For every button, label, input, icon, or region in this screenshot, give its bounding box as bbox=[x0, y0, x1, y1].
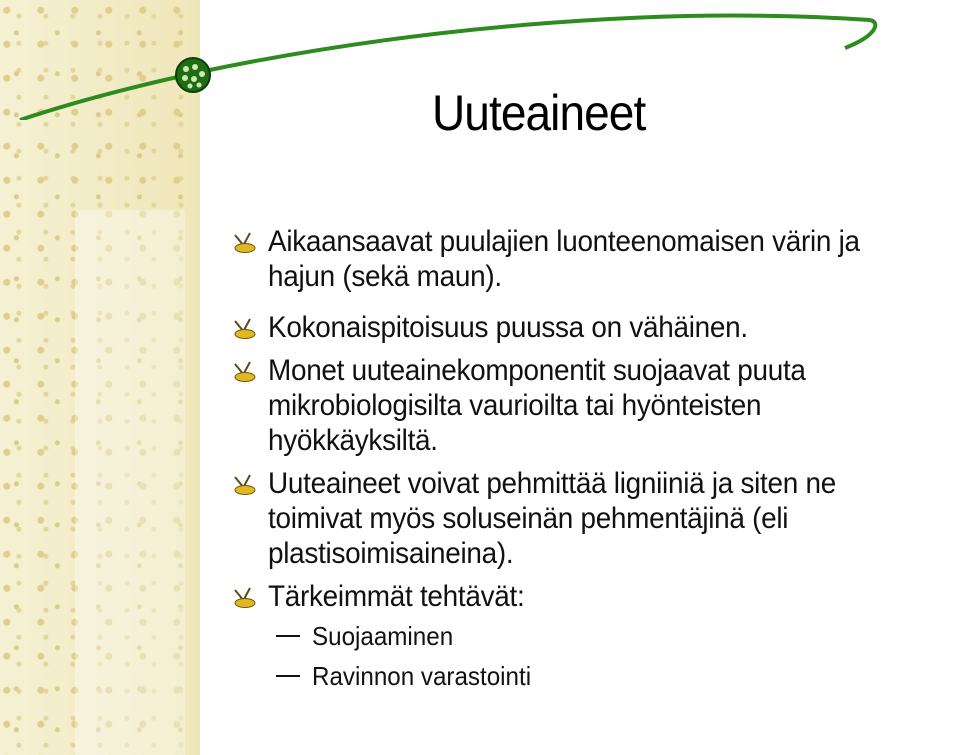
leaf-bullet-icon bbox=[232, 317, 258, 339]
bullet-line: Tärkeimmät tehtävät: bbox=[268, 580, 525, 613]
slide-title: Uuteaineet bbox=[432, 85, 646, 141]
sidebar-highlight bbox=[75, 210, 185, 755]
leaf-bullet-icon bbox=[232, 473, 258, 495]
sub-item-label: Ravinnon varastointi bbox=[312, 661, 532, 691]
bullet-line: mikrobiologisilta vaurioilta tai hyönteisten bbox=[268, 389, 762, 422]
dash-bullet bbox=[276, 675, 300, 677]
bullet-item bbox=[232, 579, 957, 614]
bullet-line: Aikaansaavat puulajien luonteenomaisen värin ja bbox=[268, 225, 860, 258]
dash-bullet bbox=[276, 635, 300, 637]
sub-item bbox=[232, 658, 957, 694]
bullet-line: toimivat myös soluseinän pehmentäjinä (eli bbox=[268, 502, 789, 535]
green-knob-icon bbox=[176, 58, 210, 92]
bullet-line: hyökkäyksiltä. bbox=[268, 424, 438, 457]
bullet-list bbox=[232, 224, 957, 694]
leaf-bullet-icon bbox=[232, 586, 258, 608]
bullet-item bbox=[232, 310, 957, 345]
leaf-bullet-icon bbox=[232, 231, 258, 253]
bullet-item bbox=[232, 224, 957, 294]
bullet-line: Uuteaineet voivat pehmittää ligniiniä ja siten ne bbox=[268, 467, 836, 500]
bullet-item bbox=[232, 466, 957, 571]
bullet-line: hajun (sekä maun). bbox=[268, 260, 502, 293]
bullet-line: Kokonaispitoisuus puussa on vähäinen. bbox=[268, 311, 748, 344]
leaf-bullet-icon bbox=[232, 360, 258, 382]
sub-item-label: Suojaaminen bbox=[312, 621, 454, 651]
sub-item bbox=[232, 618, 957, 654]
bullet-item bbox=[232, 353, 957, 458]
bullet-line: Monet uuteainekomponentit suojaavat puuta bbox=[268, 354, 806, 387]
bullet-line: plastisoimisaineina). bbox=[268, 537, 514, 570]
